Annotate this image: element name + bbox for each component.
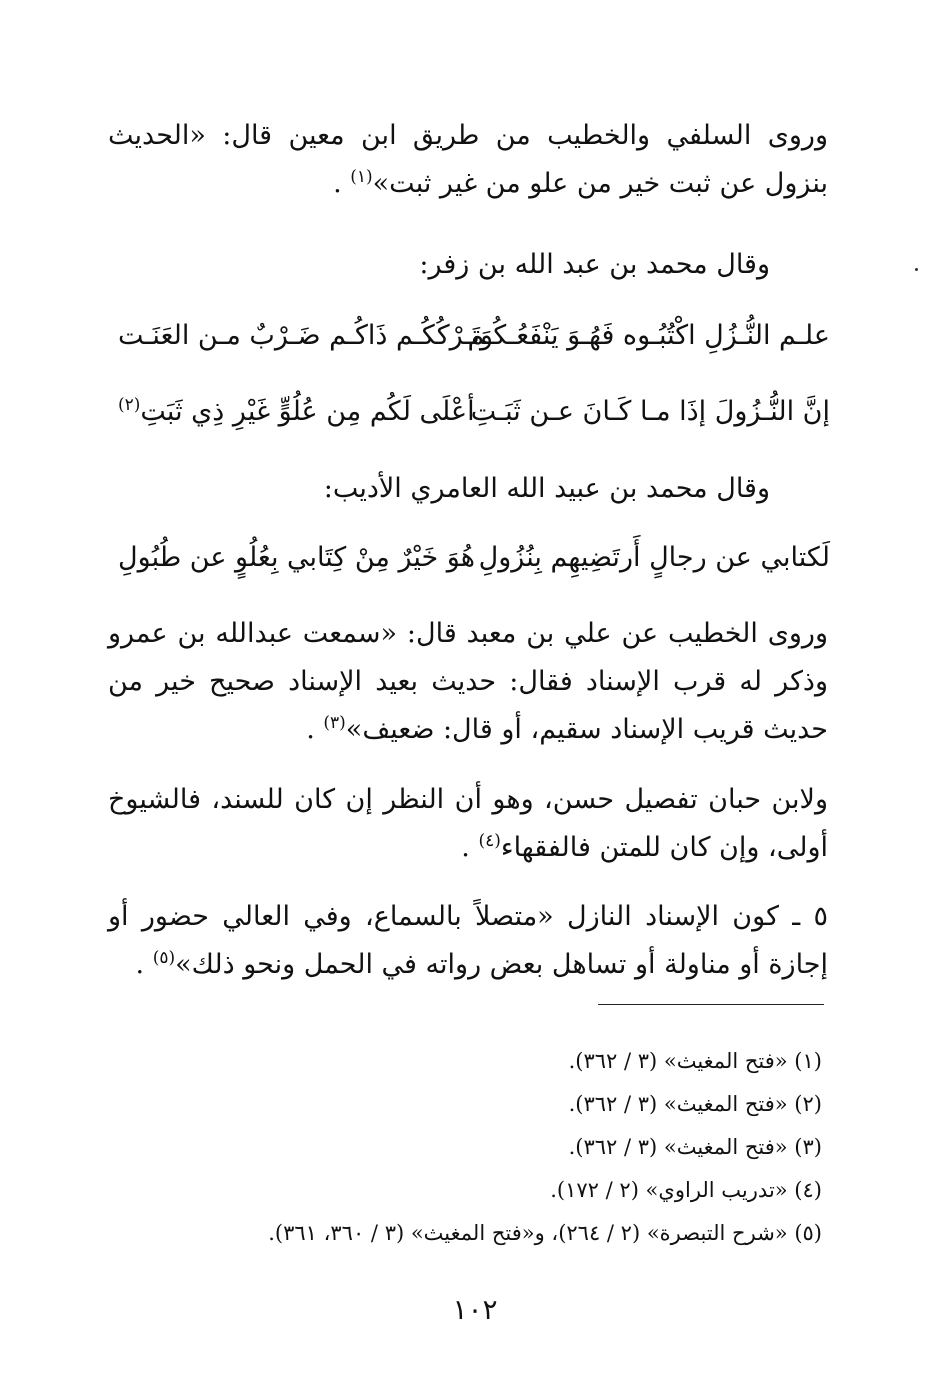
paragraph-text: ولابن حبان تفصيل حسن، وهو أن النظر إن كان للسند، فالشيوخ أولى، وإن كان للمتن فالفقهاء [108,784,828,863]
verse-line-3 [118,534,830,582]
paragraph-end: . [135,949,153,980]
footnote-item: (٥) «شرح التبصرة» (٢ / ٢٦٤)، و«فتح المغيث» (٣ / ٣٦٠، ٣٦١). [268,1221,822,1245]
paragraph-ibn-hibban [108,776,828,872]
paragraph-khatib [108,610,828,754]
footnote-item: (٢) «فتح المغيث» (٣ / ٣٦٢). [568,1092,822,1116]
paragraph-ibn-main [108,112,828,208]
verse-left-hemistich: هُوَ خَيْرٌ مِنْ كِتَابي بِعُلُوٍ عن طُبُولِ [118,542,475,573]
footnote-item: (٣) «فتح المغيث» (٣ / ٣٦٢). [568,1135,822,1159]
verse-right-hemistich: لَكتابي عن رجالٍ أَرتَضِيهِم بِنُزُولِ [478,542,830,573]
footnote-item: (١) «فتح المغيث» (٣ / ٣٦٢). [568,1049,822,1073]
verse-intro-ibn-zafar [108,241,770,289]
footnote-separator [598,1004,824,1005]
footnote-marker: (٣) [323,713,346,733]
verse-right-hemistich: علـم النُّـزُلِ اكْتُبُـوه فَهُـوَ يَنْفَعُـكُـم [467,320,830,351]
paragraph-text: وروى الخطيب عن علي بن معبد قال: «سمعت عبدالله بن عمرو وذكر له قرب الإسناد فقال: حديث بعيد الإسناد صحيح خير من حديث قريب الإسناد سقيم، أو قال: ضعيف» [108,618,828,745]
verse-intro-amiri [108,465,770,513]
paragraph-end: . [461,832,479,863]
paragraph-point-5 [108,893,828,989]
footnote-item: (٤) «تدريب الراوي» (٢ / ١٧٢). [550,1178,822,1202]
footnotes-list [200,1040,822,1255]
intro-text: وقال محمد بن عبد الله بن زفر: [419,249,770,280]
verse-text: أعْلَى لَكُم مِن عُلُوٍّ غَيْرِ ذِي ثَبَتِ [140,396,475,427]
verse-line-1 [118,312,830,360]
verse-left-hemistich: وَتَـرْكُكُـم ذَاكُـم ضَـرْبٌ مـن العَنَـت [118,320,493,351]
page-number: ١٠٢ [452,1293,498,1326]
verse-right-hemistich: إنَّ النُّـزُولَ إذَا مـا كَـانَ عـن ثَبَـتِ [470,396,830,427]
paragraph-text: ٥ ـ كون الإسناد النازل «متصلاً بالسماع، وفي العالي حضور أو إجازة أو مناولة أو تساهل بعض رواته في الحمل ونحو ذلك» [108,901,828,980]
paragraph-end: . [333,168,351,199]
scan-speck [915,268,918,271]
footnote-marker: (٥) [152,948,176,968]
intro-text: وقال محمد بن عبيد الله العامري الأديب: [323,473,770,504]
paragraph-end: . [306,714,324,745]
paragraph-text: وروى السلفي والخطيب من طريق ابن معين قال: «الحديث بنزول عن ثبت خير من علو من غير ثبت» [108,120,828,199]
footnote-marker: (٤) [478,831,501,851]
verse-left-hemistich [118,388,475,436]
verse-line-2 [118,388,830,436]
footnote-marker: (٢) [118,395,141,415]
footnote-marker: (١) [350,167,373,187]
